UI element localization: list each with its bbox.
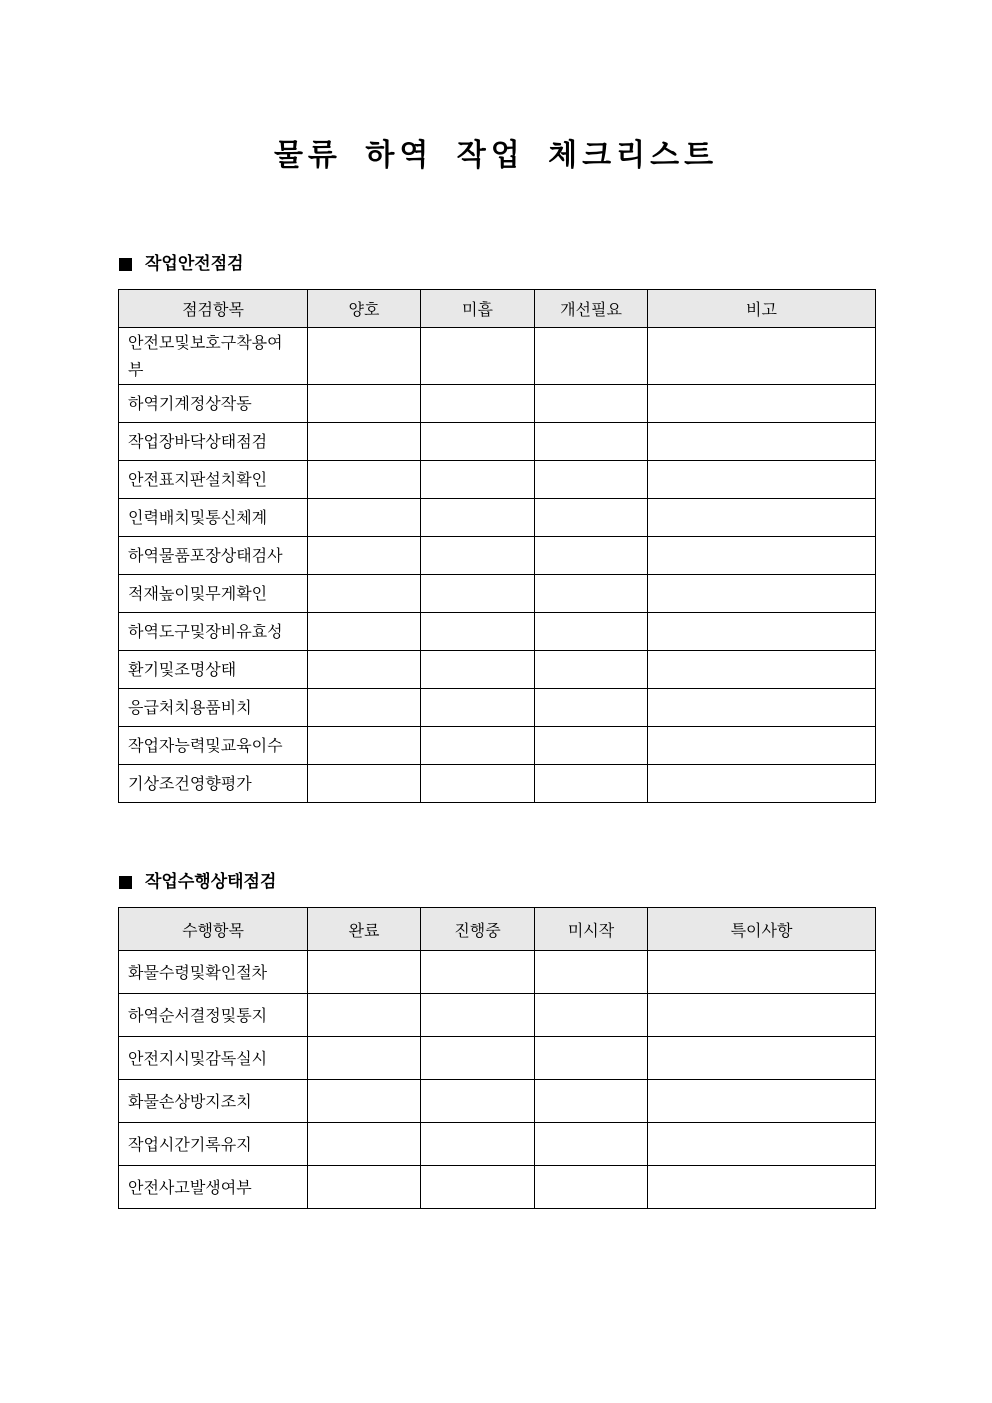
insufficient-cell[interactable] [421,613,535,651]
table-row [119,1080,876,1123]
complete-cell[interactable] [308,1123,421,1166]
notes-cell[interactable] [648,1123,876,1166]
item-label: 안전표지판설치확인 [119,461,308,499]
insufficient-cell[interactable] [421,765,535,803]
header-needs-improvement: 개선필요 [535,290,648,328]
remarks-cell[interactable] [648,385,876,423]
header-notes: 특이사항 [648,908,876,951]
item-label: 인력배치및통신체계 [119,499,308,537]
item-label: 하역기계정상작동 [119,385,308,423]
needs-improvement-cell[interactable] [535,689,648,727]
needs-improvement-cell[interactable] [535,651,648,689]
item-label: 화물손상방지조치 [119,1080,308,1123]
in-progress-cell[interactable] [421,1080,535,1123]
table-row [119,613,876,651]
table-header-row [119,290,876,328]
table-row [119,499,876,537]
good-cell[interactable] [308,328,421,385]
item-label: 화물수령및확인절차 [119,951,308,994]
header-not-started: 미시작 [535,908,648,951]
square-bullet-icon [119,876,132,889]
header-remarks: 비고 [648,290,876,328]
table-header-row [119,908,876,951]
remarks-cell[interactable] [648,423,876,461]
header-good: 양호 [308,290,421,328]
good-cell[interactable] [308,461,421,499]
remarks-cell[interactable] [648,765,876,803]
needs-improvement-cell[interactable] [535,328,648,385]
good-cell[interactable] [308,575,421,613]
in-progress-cell[interactable] [421,994,535,1037]
good-cell[interactable] [308,651,421,689]
table-row [119,537,876,575]
needs-improvement-cell[interactable] [535,727,648,765]
table-row [119,461,876,499]
complete-cell[interactable] [308,994,421,1037]
complete-cell[interactable] [308,1080,421,1123]
good-cell[interactable] [308,689,421,727]
square-bullet-icon [119,258,132,271]
good-cell[interactable] [308,385,421,423]
insufficient-cell[interactable] [421,385,535,423]
table-row [119,1123,876,1166]
insufficient-cell[interactable] [421,328,535,385]
good-cell[interactable] [308,613,421,651]
needs-improvement-cell[interactable] [535,461,648,499]
not-started-cell[interactable] [535,1166,648,1209]
table-row [119,385,876,423]
complete-cell[interactable] [308,1166,421,1209]
safety-check-table [118,289,876,803]
good-cell[interactable] [308,537,421,575]
not-started-cell[interactable] [535,1123,648,1166]
insufficient-cell[interactable] [421,461,535,499]
not-started-cell[interactable] [535,994,648,1037]
good-cell[interactable] [308,727,421,765]
section-heading-label: 작업수행상태점검 [145,872,277,892]
needs-improvement-cell[interactable] [535,499,648,537]
insufficient-cell[interactable] [421,499,535,537]
table-row [119,994,876,1037]
remarks-cell[interactable] [648,499,876,537]
item-label: 환기및조명상태 [119,651,308,689]
in-progress-cell[interactable] [421,1166,535,1209]
table-row [119,689,876,727]
table-row [119,328,876,385]
item-label: 안전지시및감독실시 [119,1037,308,1080]
complete-cell[interactable] [308,951,421,994]
remarks-cell[interactable] [648,461,876,499]
table-row [119,423,876,461]
remarks-cell[interactable] [648,328,876,385]
item-label: 하역도구및장비유효성 [119,613,308,651]
insufficient-cell[interactable] [421,423,535,461]
remarks-cell[interactable] [648,689,876,727]
notes-cell[interactable] [648,1037,876,1080]
item-label: 기상조건영향평가 [119,765,308,803]
item-label: 작업장바닥상태점검 [119,423,308,461]
notes-cell[interactable] [648,1166,876,1209]
header-in-progress: 진행중 [421,908,535,951]
item-label: 적재높이및무게확인 [119,575,308,613]
item-label: 안전사고발생여부 [119,1166,308,1209]
table-row [119,651,876,689]
good-cell[interactable] [308,765,421,803]
table-row [119,727,876,765]
not-started-cell[interactable] [535,1080,648,1123]
progress-check-table [118,907,876,1209]
section-heading-safety [119,251,244,277]
needs-improvement-cell[interactable] [535,423,648,461]
notes-cell[interactable] [648,951,876,994]
insufficient-cell[interactable] [421,537,535,575]
table-row [119,1166,876,1209]
in-progress-cell[interactable] [421,951,535,994]
header-task-item: 수행항목 [119,908,308,951]
not-started-cell[interactable] [535,1037,648,1080]
complete-cell[interactable] [308,1037,421,1080]
good-cell[interactable] [308,499,421,537]
item-label: 하역물품포장상태검사 [119,537,308,575]
document-title: 물류 하역 작업 체크리스트 [273,138,719,173]
table-row [119,1037,876,1080]
in-progress-cell[interactable] [421,1037,535,1080]
table-row [119,575,876,613]
insufficient-cell[interactable] [421,651,535,689]
notes-cell[interactable] [648,994,876,1037]
insufficient-cell[interactable] [421,575,535,613]
header-insufficient: 미흡 [421,290,535,328]
header-complete: 완료 [308,908,421,951]
table-row [119,765,876,803]
remarks-cell[interactable] [648,613,876,651]
needs-improvement-cell[interactable] [535,613,648,651]
section-heading-label: 작업안전점검 [145,254,244,274]
needs-improvement-cell[interactable] [535,575,648,613]
header-inspection-item: 점검항목 [119,290,308,328]
insufficient-cell[interactable] [421,689,535,727]
insufficient-cell[interactable] [421,727,535,765]
remarks-cell[interactable] [648,537,876,575]
not-started-cell[interactable] [535,951,648,994]
item-label: 작업시간기록유지 [119,1123,308,1166]
remarks-cell[interactable] [648,651,876,689]
remarks-cell[interactable] [648,727,876,765]
needs-improvement-cell[interactable] [535,765,648,803]
remarks-cell[interactable] [648,575,876,613]
item-label: 응급처치용품비치 [119,689,308,727]
item-label: 안전모및보호구착용여부 [119,328,308,385]
needs-improvement-cell[interactable] [535,385,648,423]
needs-improvement-cell[interactable] [535,537,648,575]
good-cell[interactable] [308,423,421,461]
in-progress-cell[interactable] [421,1123,535,1166]
notes-cell[interactable] [648,1080,876,1123]
item-label: 하역순서결정및통지 [119,994,308,1037]
section-heading-progress [119,869,276,895]
item-label: 작업자능력및교육이수 [119,727,308,765]
table-row [119,951,876,994]
